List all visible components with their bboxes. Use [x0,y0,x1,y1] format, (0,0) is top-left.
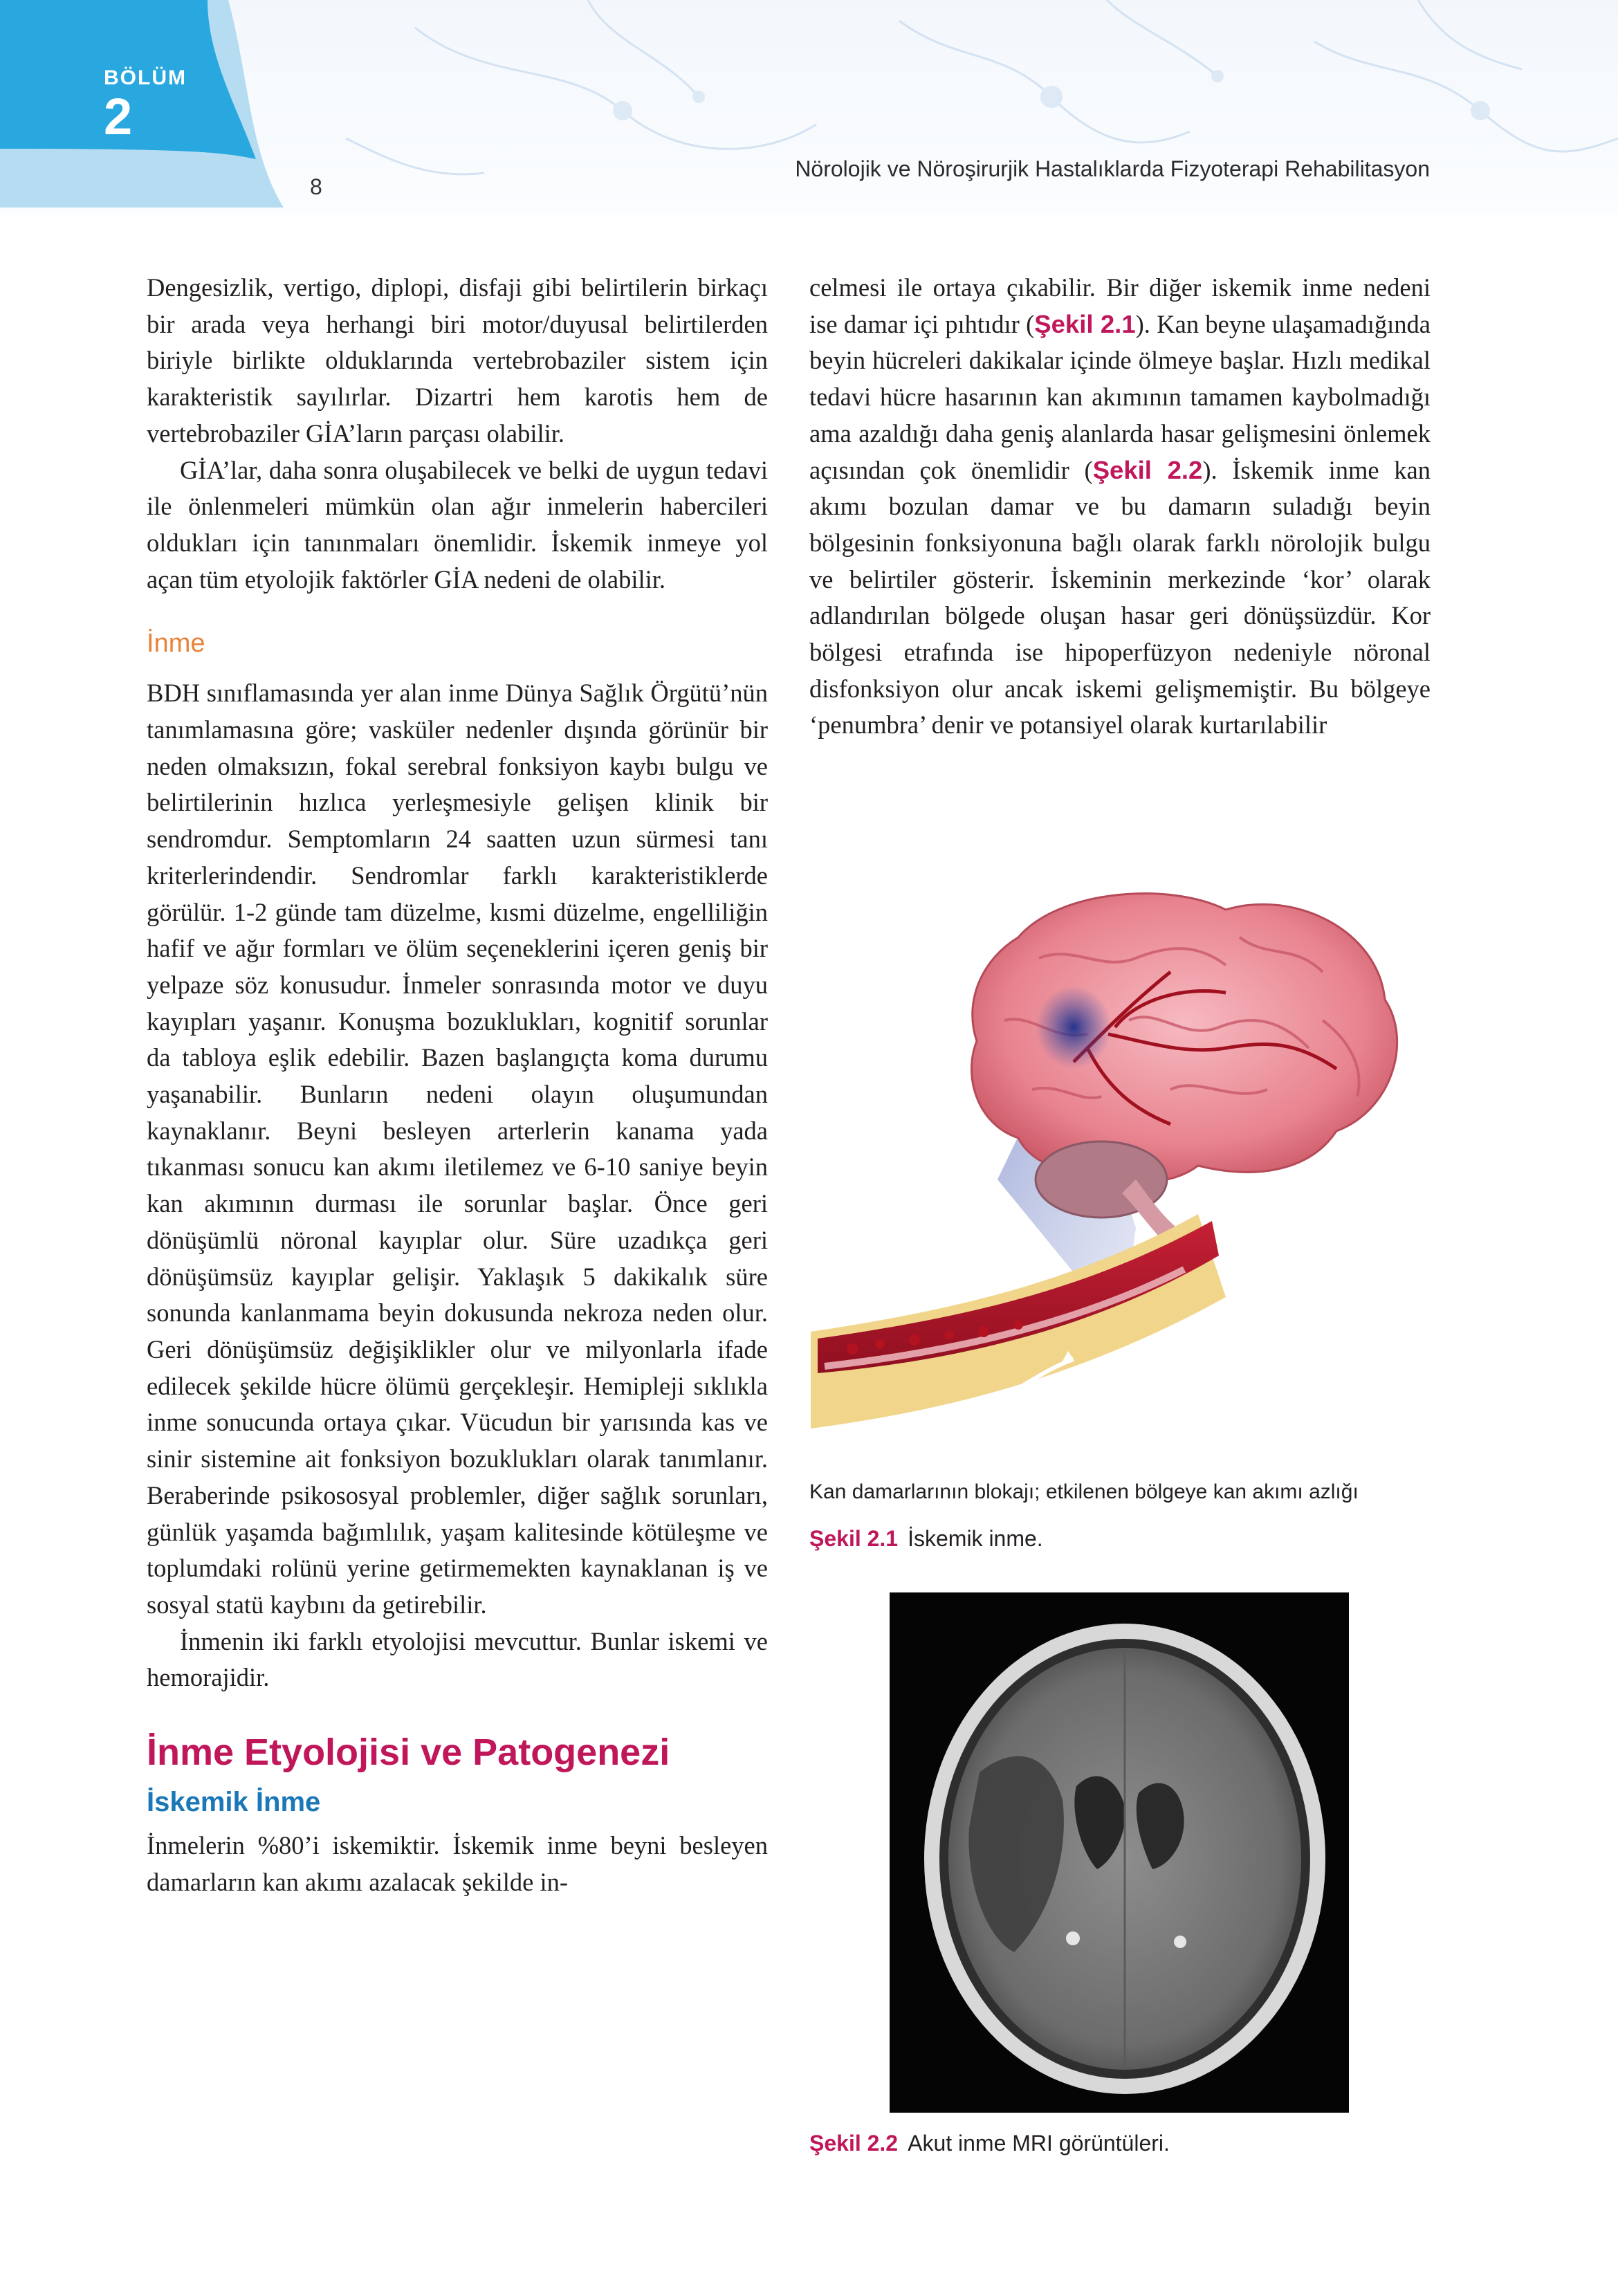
figure-ref-2-2[interactable]: Şekil 2.2 [1092,455,1203,484]
chapter-number: 2 [104,88,133,145]
page-number: 8 [310,174,322,199]
paragraph: GİA’lar, daha sonra oluşabilecek ve belki de uygun tedavi ile önlenmeleri mümkün olan ağır inmelerin habercileri oldukları için tanınmaları önemlidir. İskemik inmeye yol açan tüm etyolojik faktörler GİA nedeni de olabilir. [147,455,768,594]
paragraph: İnmelerin %80’i iskemiktir. İskemik inme beyni besleyen damarların kan akımı azalacak şekilde in- [147,1831,768,1896]
figure-ref-2-1[interactable]: Şekil 2.1 [1034,309,1136,338]
figure-2-2-caption [809,2131,1170,2156]
page-header [0,0,1618,214]
running-title: Nörolojik ve Nöroşirurjik Hastalıklarda Fizyoterapi Rehabilitasyon [795,156,1430,181]
figure-caption-text: Akut inme MRI görüntüleri. [908,2131,1170,2156]
figure-label: Şekil 2.2 [809,2131,899,2156]
paragraph [809,270,1431,744]
figure-caption-text: İskemik inme. [908,1526,1043,1551]
text-run: ). İskemik inme kan akımı bozulan damar ve bu damarın suladığı beyin bölgesinin fonksiyonuna bağlı olarak farklı nörolojik bulgu ve belirtiler gösterir. İskeminin merkezinde ‘kor’ olarak adlandırılan bölgede oluşan hasar geri dönüşsüzdür. Kor bölgesi etrafında ise hipoperfüzyon nedeniyle nöronal disfonksiyon olur ancak iskemi gelişmemiştir. Bu bölgeye ‘penumbra’ denir ve potansiyel olarak kurtarılabilir [809,455,1431,740]
right-column [809,270,1431,744]
figure-label: Şekil 2.1 [809,1526,899,1551]
text-run: ). Kan beyne ulaşamadığında beyin hücreleri dakikalar içinde ölmeye başlar. Hızlı medikal tedavi hücre hasarının kan akımının tamamen kaybolmadığı ama azaldığı daha geniş alanlarda hasar gelişmesini önlemek açısından çok önemlidir ( [809,309,1431,484]
paragraph: Dengesizlik, vertigo, diplopi, disfaji gibi belirtilerin birkaçı bir arada veya herhangi biri motor/duyusal belirtilerden biriyle birlikte olduklarında vertebrobaziler sistem için karakteristik sayılırlar. Dizartri hem karotis hem de vertebrobaziler GİA’ların parçası olabilir. [147,273,768,448]
left-column [147,270,768,1900]
chapter-word: BÖLÜM [104,66,187,89]
section-title: İnme Etyolojisi ve Patogenezi [147,1732,670,1774]
paragraph: İnmenin iki farklı etyolojisi mevcuttur. Bunlar iskemi ve hemorajidir. [147,1626,768,1692]
subheading-iskemik-inme: İskemik İnme [147,1787,321,1818]
text-run: celmesi ile ortaya çıkabilir. Bir diğer iskemik inme nedeni ise damar içi pıhtıdır ( [809,273,1431,338]
figure-2-1-caption [809,1526,1043,1552]
chapter-tab [0,0,284,208]
paragraph: BDH sınıflamasında yer alan inme Dünya Sağlık Örgütü’nün tanımlamasına göre; vasküler nedenler dışında görünür bir neden olmaksızın, fokal serebral fonksiyon kaybı bulgu ve belirtilerinin hızlıca yerleşmesiyle gelişen klinik bir sendromdur. Semptomların 24 saatten uzun sürmesi tanı kriterlerindendir. Sendromlar farklı karakteristiklerde görülür. 1-2 günde tam düzelme, kısmi düzelme, engelliliğin hafif ve ağır formları ve ölüm seçeneklerini içeren geniş bir yelpaze söz konusudur. İnmeler sonrasında motor ve duyu kayıpları yaşanır. Konuşma bozuklukları, kognitif sorunlar da tabloya eşlik edebilir. Bazen başlangıçta koma durumu yaşanabilir. Bunların nedeni olayın oluşumundan kaynaklanır. Beyni besleyen arterlerin kanama yada tıkanması sonucu kan akımı iletilemez ve 6-10 saniye beyin kan akımının durması ile sorunlar başlar. Önce geri dönüşümlü nöronal kayıplar olur. Süre uzadıkça geri dönüşümsüz kayıplar gelişir. Yaklaşık 5 dakikalık süre sonunda kanlanmama beyin dokusunda nekroza neden olur. Geri dönüşümsüz değişiklikler olur ve milyonlarla ifade edilecek şekilde hücre ölümü gerçekleşir. Hemipleji sıklıkla inme sonucunda ortaya çıkar. Vücudun bir yarısında kas ve sinir sistemine ait fonksiyon bozuklukları olarak tanımlanır. Beraberinde psikososyal problemler, diğer sağlık sorunları, günlük yaşamda bağımlılık, yaşam kalitesinde kötüleşme ve toplumdaki rolünü yerine getirmemekten kaynaklanan iş ve sosyal statü kaybını da getirebilir. [147,679,768,1619]
ischemic-stroke-illustration [811,882,1425,1470]
brain-scan-image [890,1592,1349,2113]
figure-inner-caption: Kan damarlarının blokajı; etkilenen bölgeye kan akımı azlığı [809,1480,1359,1503]
subheading-inme: İnme [147,629,205,659]
